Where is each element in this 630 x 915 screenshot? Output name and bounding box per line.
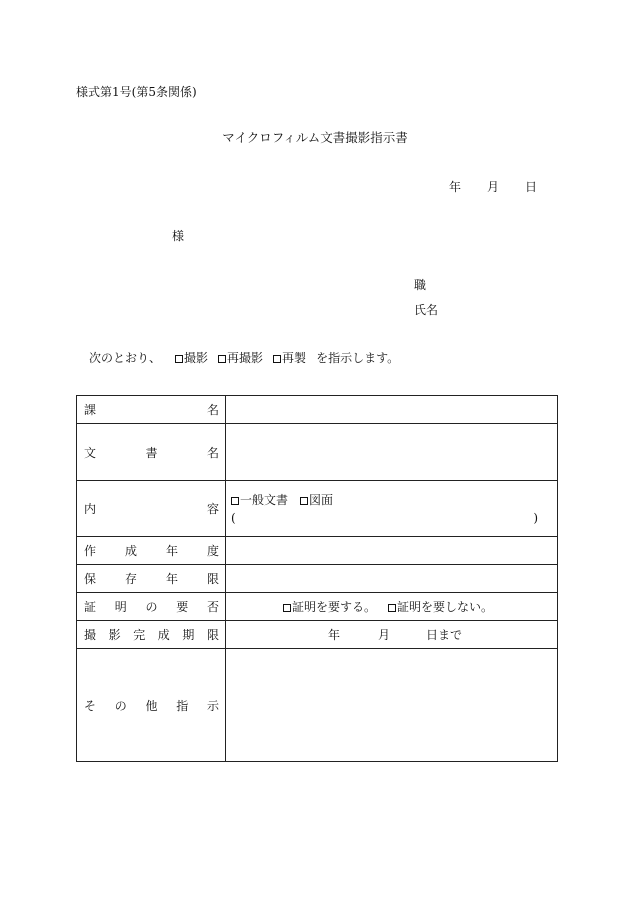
row-label-retention-period xyxy=(77,565,226,593)
label-char: 名 xyxy=(206,403,219,417)
reproduction-option-label: 再製 xyxy=(282,351,307,365)
label-char: 年 xyxy=(165,544,178,558)
table-row xyxy=(77,396,558,424)
other-instructions-field[interactable] xyxy=(226,649,558,762)
general-document-checkbox[interactable] xyxy=(231,497,239,505)
row-label-section xyxy=(77,396,226,424)
label-char: 課 xyxy=(84,403,97,417)
addressee-suffix: 様 xyxy=(172,229,185,243)
certification-options xyxy=(226,598,557,615)
table-row xyxy=(77,649,558,762)
label-char: 他 xyxy=(145,698,158,713)
issuer-title-label: 職 xyxy=(414,278,427,292)
row-label-completion-deadline xyxy=(77,621,226,649)
date-day-label: 日 xyxy=(525,180,538,194)
issuer-name-label: 氏名 xyxy=(414,303,439,317)
retention-period-field[interactable] xyxy=(226,565,558,593)
paren-close: ) xyxy=(533,510,538,525)
label-char: 影 xyxy=(108,628,121,642)
table-row xyxy=(77,424,558,481)
section-name-field[interactable] xyxy=(226,396,558,424)
cert-not-required-label: 証明を要しない。 xyxy=(397,600,494,614)
cert-required-label: 証明を要する。 xyxy=(292,600,377,614)
label-char: 成 xyxy=(157,628,170,642)
table-row xyxy=(77,537,558,565)
table-row xyxy=(77,593,558,621)
row-label-certification xyxy=(77,593,226,621)
label-char: 明 xyxy=(114,600,127,614)
label-char: 作 xyxy=(84,544,97,558)
rephotograph-checkbox[interactable] xyxy=(218,355,226,363)
general-document-label: 一般文書 xyxy=(240,492,289,507)
label-chars xyxy=(77,444,225,461)
instruction-prefix: 次のとおり、 xyxy=(89,351,162,365)
label-chars xyxy=(77,598,225,615)
label-char: 限 xyxy=(206,572,219,586)
label-chars xyxy=(77,500,225,517)
label-char: 度 xyxy=(206,544,219,558)
label-chars xyxy=(77,626,225,643)
instruction-form-table xyxy=(76,395,558,762)
date-month-label: 月 xyxy=(487,180,500,194)
table-row xyxy=(77,481,558,537)
label-char: 年 xyxy=(165,572,178,586)
deadline-month-label: 月 xyxy=(378,628,391,642)
completion-deadline-field[interactable] xyxy=(226,621,558,649)
label-char: 限 xyxy=(206,628,219,642)
table-row xyxy=(77,621,558,649)
date-year-label: 年 xyxy=(449,180,462,194)
label-chars xyxy=(77,542,225,559)
photograph-option-label: 撮影 xyxy=(184,351,209,365)
label-chars xyxy=(77,697,225,714)
reproduction-checkbox[interactable] xyxy=(273,355,281,363)
paren-open: ( xyxy=(231,510,236,525)
deadline-date xyxy=(226,626,557,643)
label-char: そ xyxy=(84,698,97,713)
drawing-label: 図面 xyxy=(309,492,334,507)
table-row xyxy=(77,565,558,593)
label-char: 内 xyxy=(84,502,97,516)
form-number: 様式第1号(第5条関係) xyxy=(76,85,197,99)
label-chars xyxy=(77,570,225,587)
creation-year-field[interactable] xyxy=(226,537,558,565)
deadline-year-label: 年 xyxy=(328,628,341,642)
drawing-checkbox[interactable] xyxy=(300,497,308,505)
row-label-contents xyxy=(77,481,226,537)
label-char: 否 xyxy=(206,600,219,614)
label-char: の xyxy=(114,698,127,713)
label-char: 指 xyxy=(176,698,189,713)
row-label-creation-year xyxy=(77,537,226,565)
row-label-document-name xyxy=(77,424,226,481)
document-title: マイクロフィルム文書撮影指示書 xyxy=(222,130,408,145)
instruction-suffix: を指示します。 xyxy=(316,351,400,365)
document-name-field[interactable] xyxy=(226,424,558,481)
rephotograph-option-label: 再撮影 xyxy=(227,351,264,365)
photograph-checkbox[interactable] xyxy=(175,355,183,363)
cert-required-checkbox[interactable] xyxy=(283,604,291,612)
label-char: の xyxy=(145,600,158,614)
contents-type-options xyxy=(226,491,557,509)
label-char: 文 xyxy=(84,445,97,460)
instruction-line xyxy=(89,351,399,365)
label-char: 成 xyxy=(124,544,137,558)
contents-detail-input[interactable] xyxy=(226,509,557,527)
label-chars xyxy=(77,401,225,418)
label-char: 証 xyxy=(84,600,97,614)
label-char: 容 xyxy=(206,502,219,516)
label-char: 書 xyxy=(145,445,158,460)
certification-field xyxy=(226,593,558,621)
deadline-day-label: 日まで xyxy=(426,628,463,642)
row-label-other-instructions xyxy=(77,649,226,762)
label-char: 期 xyxy=(182,628,195,642)
label-char: 撮 xyxy=(84,628,97,642)
label-char: 示 xyxy=(206,698,219,713)
label-char: 要 xyxy=(176,600,189,614)
date-line xyxy=(449,180,537,194)
label-char: 保 xyxy=(84,572,97,586)
cert-not-required-checkbox[interactable] xyxy=(388,604,396,612)
label-char: 完 xyxy=(133,628,146,642)
label-char: 存 xyxy=(124,572,137,586)
contents-field xyxy=(226,481,558,537)
label-char: 名 xyxy=(206,445,219,460)
